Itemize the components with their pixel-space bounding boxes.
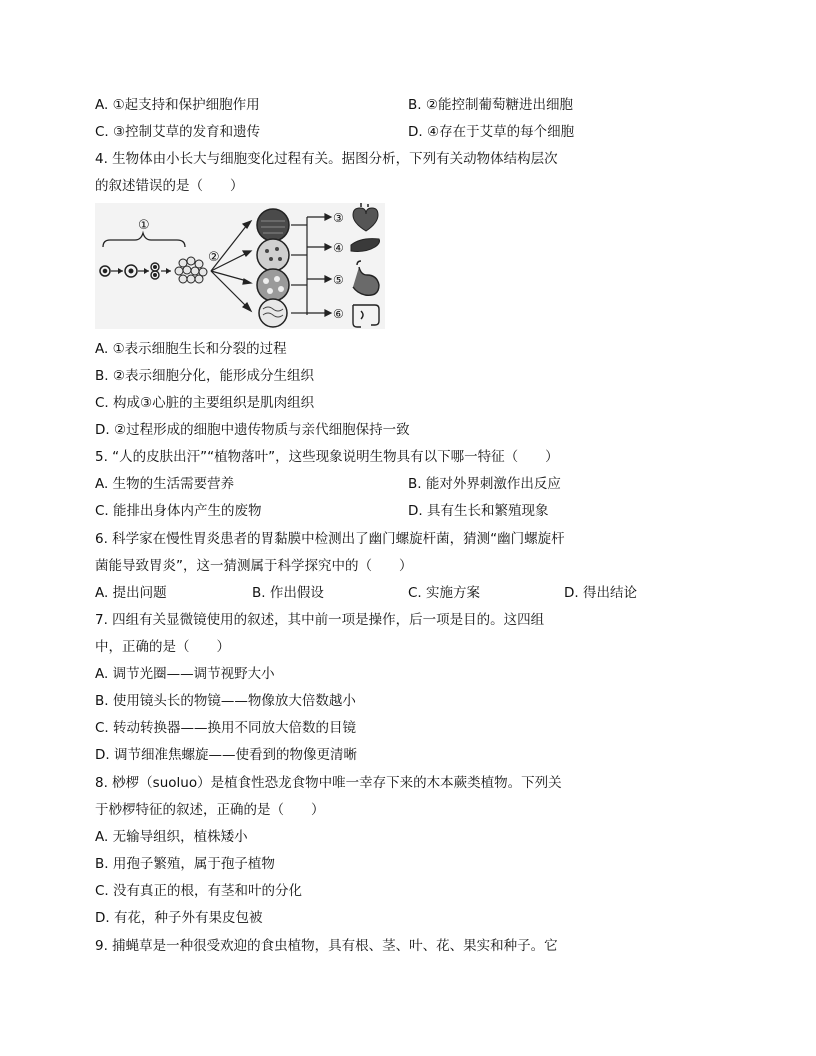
q8-option-c: C. 没有真正的根，有茎和叶的分化 (95, 883, 303, 899)
label-2: ② (208, 250, 220, 265)
q6-option-a: A. 提出问题 (95, 585, 167, 601)
q4-stem-line1: 4. 生物体由小长大与细胞变化过程有关。据图分析，下列有关动物体结构层次 (95, 151, 558, 167)
q8-option-a: A. 无输导组织，植株矮小 (95, 829, 248, 845)
q7-stem-line1: 7. 四组有关显微镜使用的叙述，其中前一项是操作，后一项是目的。这四组 (95, 612, 545, 628)
option-b: B. ②能控制葡萄糖进出细胞 (408, 97, 573, 113)
cell-development-figure (95, 203, 385, 329)
option-a: A. ①起支持和保护细胞作用 (95, 97, 260, 113)
label-1: ① (138, 218, 150, 233)
label-3: ③ (333, 211, 344, 225)
q8-option-d: D. 有花，种子外有果皮包被 (95, 910, 263, 926)
q7-option-b: B. 使用镜头长的物镜——物像放大倍数越小 (95, 693, 356, 709)
q6-stem-line2: 菌能导致胃炎”，这一猜测属于科学探究中的（ ） (95, 558, 413, 574)
q6-option-b: B. 作出假设 (252, 585, 324, 601)
q8-stem-line1: 8. 桫椤（suoluo）是植食性恐龙食物中唯一幸存下来的木本蕨类植物。下列关 (95, 775, 562, 791)
q7-option-a: A. 调节光圈——调节视野大小 (95, 666, 275, 682)
q5-option-a: A. 生物的生活需要营养 (95, 476, 235, 492)
q4-option-a: A. ①表示细胞生长和分裂的过程 (95, 341, 287, 357)
q7-option-d: D. 调节细准焦螺旋——使看到的物像更清晰 (95, 747, 357, 763)
q6-option-d: D. 得出结论 (564, 585, 637, 601)
q5-option-b: B. 能对外界刺激作出反应 (408, 476, 561, 492)
q5-stem: 5. “人的皮肤出汗”“植物落叶”，这些现象说明生物具有以下哪一特征（ ） (95, 449, 559, 465)
q4-option-c: C. 构成③心脏的主要组织是肌肉组织 (95, 395, 315, 411)
q7-stem-line2: 中，正确的是（ ） (95, 639, 230, 655)
q7-option-c: C. 转动转换器——换用不同放大倍数的目镜 (95, 720, 357, 736)
q8-stem-line2: 于桫椤特征的叙述，正确的是（ ） (95, 802, 325, 818)
label-6: ⑥ (333, 307, 344, 321)
tissue-1-icon (257, 209, 289, 241)
cell-cluster-icon (175, 257, 207, 283)
q4-stem-line2: 的叙述错误的是（ ） (95, 178, 244, 194)
tissue-4-icon (259, 299, 287, 327)
tissue-3-icon (257, 269, 289, 301)
q4-option-d: D. ②过程形成的细胞中遗传物质与亲代细胞保持一致 (95, 422, 410, 438)
q6-stem-line1: 6. 科学家在慢性胃炎患者的胃黏膜中检测出了幽门螺旋杆菌，猜测“幽门螺旋杆 (95, 531, 565, 547)
q5-option-c: C. 能排出身体内产生的废物 (95, 503, 262, 519)
label-4: ④ (333, 241, 344, 255)
q5-option-d: D. 具有生长和繁殖现象 (408, 503, 549, 519)
q6-option-c: C. 实施方案 (408, 585, 481, 601)
label-5: ⑤ (333, 273, 344, 287)
option-d: D. ④存在于艾草的每个细胞 (408, 124, 575, 140)
tissue-2-icon (257, 239, 289, 271)
q8-option-b: B. 用孢子繁殖，属于孢子植物 (95, 856, 275, 872)
option-c: C. ③控制艾草的发育和遗传 (95, 124, 261, 140)
q4-option-b: B. ②表示细胞分化，能形成分生组织 (95, 368, 314, 384)
q9-stem-line1: 9. 捕蝇草是一种很受欢迎的食虫植物，具有根、茎、叶、花、果实和种子。它 (95, 938, 558, 954)
